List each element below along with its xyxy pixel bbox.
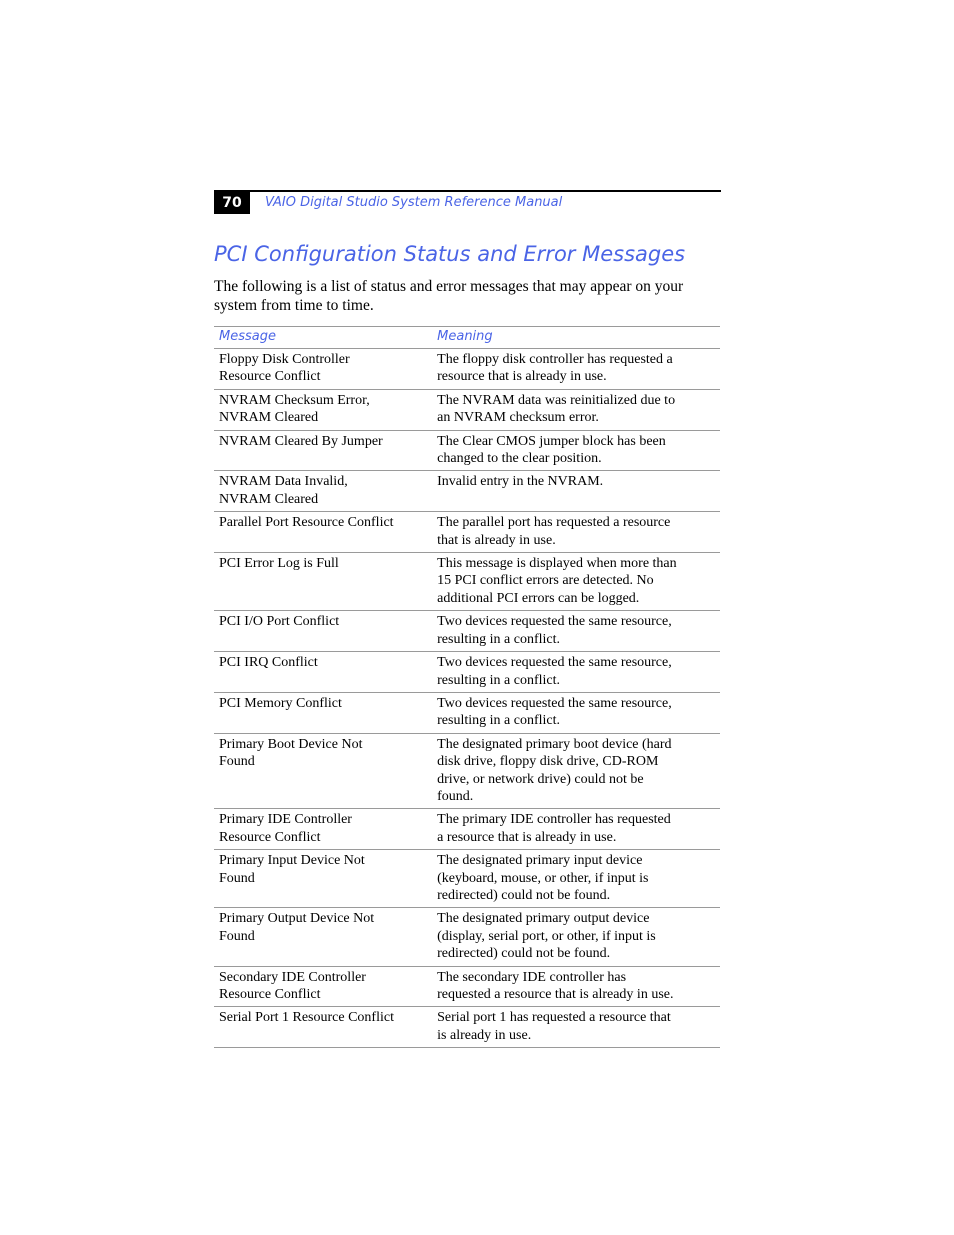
message-cell [214,692,432,733]
table-row [214,553,720,611]
meaning-cell-line: disk drive, floppy disk drive, CD-ROM [437,754,659,770]
message-cell-line: Serial Port 1 Resource Conflict [219,1010,394,1026]
column-header-message: Message [214,327,432,349]
messages-table [214,326,720,1048]
table-row [214,850,720,908]
message-cell [214,733,432,809]
meaning-cell-line: a resource that is already in use. [437,829,617,845]
meaning-cell-line: 15 PCI conflict errors are detected. No [437,573,654,589]
message-cell-line: Primary Output Device Not [219,911,375,927]
message-cell-line: Floppy Disk Controller [219,352,350,367]
table-row [214,652,720,693]
running-title: VAIO Digital Studio System Reference Manual [265,195,563,210]
meaning-cell-line: requested a resource that is already in use. [437,987,674,1002]
table-row [214,908,720,966]
table-row [214,1007,720,1048]
message-cell [214,652,432,693]
message-cell-line: Primary Boot Device Not [219,736,363,752]
table-row [214,733,720,809]
message-cell [214,512,432,553]
meaning-cell-line: changed to the clear position. [437,451,602,467]
table-row [214,692,720,733]
message-cell [214,611,432,652]
message-cell-line: NVRAM Cleared [219,410,319,426]
meaning-cell-line: found. [437,788,474,804]
meaning-cell-line: This message is displayed when more than [437,556,677,572]
meaning-cell-line: an NVRAM checksum error. [437,410,599,426]
table-row [214,611,720,652]
message-cell-line: NVRAM Checksum Error, [219,392,370,408]
section-title: PCI Configuration Status and Error Messages [214,242,686,266]
message-cell [214,908,432,966]
meaning-cell-line: additional PCI errors can be logged. [437,590,640,606]
message-cell [214,850,432,908]
message-cell-line: Resource Conflict [219,987,321,1002]
meaning-cell [432,389,720,430]
meaning-cell-line: is already in use. [437,1027,532,1043]
message-cell-line: NVRAM Cleared [219,491,319,507]
meaning-cell-line: The NVRAM data was reinitialized due to [437,392,676,408]
meaning-cell [432,611,720,652]
message-cell-line: NVRAM Cleared By Jumper [219,433,383,449]
meaning-cell-line: The designated primary boot device (hard [437,736,672,752]
meaning-cell-line: Invalid entry in the NVRAM. [437,474,604,490]
meaning-cell [432,1007,720,1048]
table-row [214,430,720,471]
message-cell [214,553,432,611]
table-row [214,389,720,430]
meaning-cell-line: resulting in a conflict. [437,631,560,647]
table-row [214,349,720,390]
meaning-cell [432,733,720,809]
meaning-cell-line: The secondary IDE controller has [437,969,627,985]
meaning-cell [432,512,720,553]
table-row [214,809,720,850]
meaning-cell-line: resulting in a conflict. [437,672,560,688]
message-cell [214,430,432,471]
message-cell-line: PCI Error Log is Full [219,556,339,572]
meaning-cell [432,430,720,471]
meaning-cell [432,692,720,733]
meaning-cell-line: Two devices requested the same resource, [437,655,672,671]
meaning-cell-line: The parallel port has requested a resource [437,515,671,531]
meaning-cell [432,966,720,1007]
message-cell-line: PCI I/O Port Conflict [219,614,340,630]
page-number: 70 [214,192,250,214]
message-cell [214,471,432,512]
meaning-cell [432,908,720,966]
meaning-cell-line: redirected) could not be found. [437,887,611,903]
meaning-cell-line: The designated primary input device [437,853,643,869]
table-row [214,966,720,1007]
message-cell-line: Resource Conflict [219,369,321,385]
page-header [214,190,721,216]
meaning-cell [432,652,720,693]
message-cell [214,349,432,390]
meaning-cell-line: resulting in a conflict. [437,713,560,729]
message-cell-line: Parallel Port Resource Conflict [219,515,394,531]
meaning-cell-line: The Clear CMOS jumper block has been [437,433,666,449]
meaning-cell-line: drive, or network drive) could not be [437,771,644,787]
message-cell-line: NVRAM Data Invalid, [219,474,348,490]
message-cell-line: Found [219,870,255,886]
message-cell-line: Primary Input Device Not [219,853,365,869]
message-cell-line: Found [219,928,255,944]
message-cell [214,1007,432,1048]
meaning-cell [432,850,720,908]
meaning-cell [432,809,720,850]
message-cell-line: Resource Conflict [219,829,321,845]
meaning-cell-line: The designated primary output device [437,911,650,927]
meaning-cell-line: that is already in use. [437,532,556,548]
meaning-cell-line: resource that is already in use. [437,369,607,385]
meaning-cell-line: Two devices requested the same resource, [437,695,672,711]
meaning-cell-line: redirected) could not be found. [437,946,611,962]
column-header-meaning: Meaning [432,327,720,349]
intro-paragraph: The following is a list of status and error messages that may appear on your system from time to time. [214,278,684,314]
message-cell-line: PCI Memory Conflict [219,695,342,711]
message-cell-line: PCI IRQ Conflict [219,655,318,671]
message-cell-line: Found [219,754,255,770]
table-header-row [214,327,720,349]
table-row [214,512,720,553]
meaning-cell [432,553,720,611]
meaning-cell-line: Two devices requested the same resource, [437,614,672,630]
table-body [214,349,720,1048]
message-cell-line: Primary IDE Controller [219,812,352,828]
meaning-cell-line: Serial port 1 has requested a resource that [437,1010,671,1026]
meaning-cell-line: The primary IDE controller has requested [437,812,671,828]
message-cell [214,389,432,430]
message-cell-line: Secondary IDE Controller [219,969,366,985]
meaning-cell [432,471,720,512]
table-row [214,471,720,512]
message-cell [214,966,432,1007]
meaning-cell [432,349,720,390]
meaning-cell-line: The floppy disk controller has requested a [437,352,673,367]
meaning-cell-line: (display, serial port, or other, if input is [437,928,656,944]
message-cell [214,809,432,850]
meaning-cell-line: (keyboard, mouse, or other, if input is [437,870,649,886]
